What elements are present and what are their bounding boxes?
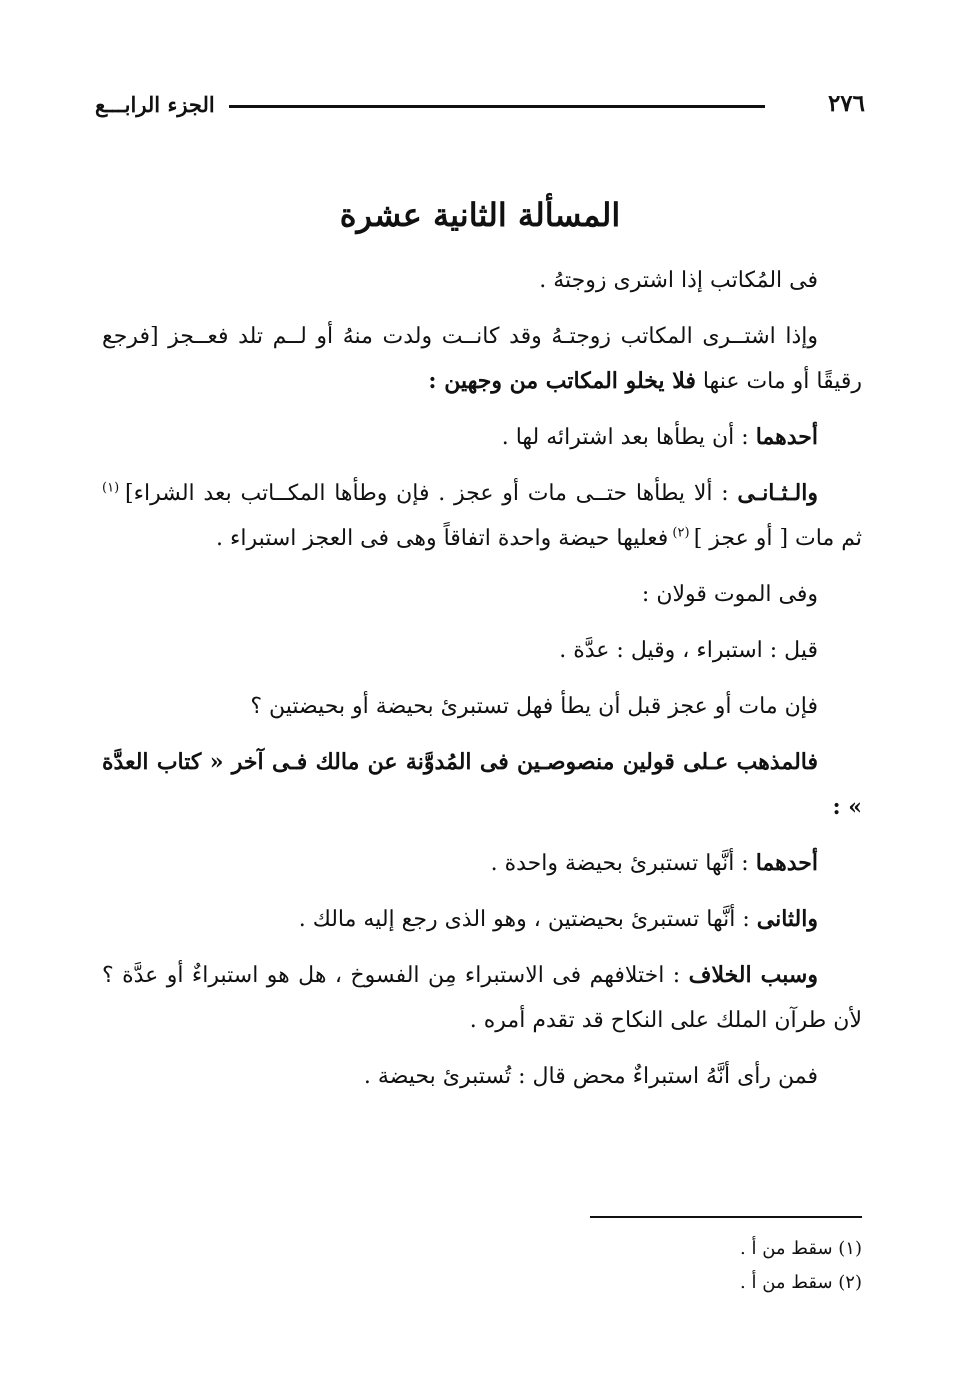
paragraph: وسبب الخلاف : اختلافهم فى الاستبراء مِن الفسوخ ، هل هو استبراءٌ أو عدَّة ؟ لأن طرآن الملك على النكاح قد تقدم أمره . — [102, 962, 862, 1033]
paragraph: والـثـانـى : ألا يطأها حتــى مات أو عجز . فإن وطأها المكــاتب بعد الشراء] $^{(١)}$ ثم مات [ أو عجز ] $^{(٢)}$ فعليها حيضة واحدة اتفاقاً وهى فى العجز استبراء . — [102, 480, 862, 551]
lead-term: أحدهما — [755, 424, 818, 450]
paragraph: فإن مات أو عجز قبل أن يطأ فهل تستبرئ بحيضة أو بحيضتين ؟ — [250, 694, 818, 719]
bold-phrase: فلا يخلو المكاتب من وجهين : — [428, 368, 696, 394]
part-title: الجزء الرابـــع — [95, 92, 215, 117]
paragraph: فالمذهب عـلى قولين منصوصـين فى المُدوَّنة عن مالك فـى آخر « كتاب العدَّة » : — [102, 749, 862, 820]
paragraph: وإذا اشتــرى المكاتب زوجتـهُ وقد كانــت ولدت منهُ أو لــم تلد فعــجز [فرجع رقيقًا أو مات عنها فلا يخلو المكاتب من وجهين : — [102, 324, 862, 394]
footnote: (٢) سقط من أ . — [740, 1272, 862, 1293]
paragraph: فمن رأى أنَّهُ استبراءٌ محض قال : تُستبرئ بحيضة . — [363, 1064, 818, 1089]
paragraph: أحدهما : أن يطأها بعد اشترائه لها . — [501, 424, 818, 450]
paragraph: قيل : استبراء ، وقيل : عدَّة . — [559, 638, 818, 663]
lead-term: والثانى — [756, 906, 818, 932]
header-rule — [229, 105, 765, 108]
paragraph: والثانى : أنَّها تستبرئ بحيضتين ، وهو الذى رجع إليه مالك . — [298, 906, 818, 932]
running-header — [95, 86, 865, 126]
footnote-rule — [590, 1216, 862, 1218]
paragraph: فى المُكاتب إذا اشترى زوجتهُ . — [539, 268, 818, 293]
footnotes — [362, 1232, 862, 1300]
footnote-ref: (٢) — [668, 525, 694, 541]
paragraph: أحدهما : أنَّها تستبرئ بحيضة واحدة . — [490, 850, 818, 876]
section-title: المسألة الثانية عشرة — [339, 196, 621, 234]
lead-term: وسبب الخلاف — [688, 962, 818, 988]
body-text — [102, 258, 862, 1110]
footnote-ref: (١) — [102, 480, 126, 496]
lead-term: والـثـانـى — [737, 480, 818, 506]
paragraph: وفى الموت قولان : — [641, 582, 818, 607]
page-number: ٢٧٦ — [827, 90, 865, 117]
lead-term: أحدهما — [755, 850, 818, 876]
footnote: (١) سقط من أ . — [740, 1238, 862, 1259]
